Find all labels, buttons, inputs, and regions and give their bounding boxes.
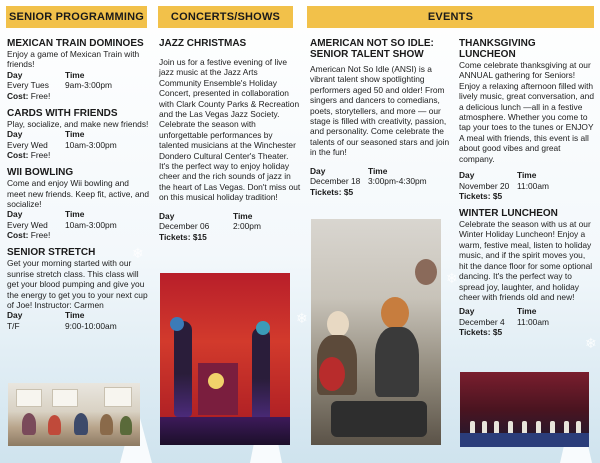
jazz-dance-photo [160,273,290,445]
program-description: Enjoy a game of Mexican Train with friends! [7,49,140,70]
time-value: 9:00-10:00am [65,320,117,331]
day-value: December 18 [310,176,361,187]
header-events: EVENTS [307,6,594,28]
snowflake-icon: ❄ [446,270,458,286]
senior-programming-column [7,38,149,337]
day-label: Day [459,306,475,317]
day-label: Day [310,165,326,176]
cost-label: Cost: [7,150,29,161]
schedule-grid [7,310,149,331]
day-value: Every Wed [7,219,48,230]
concert-description: Join us for a festive evening of live jazz music at the Jazz Arts Community Ensemble's Holiday Concert, presented in collaboration with Clark County Parks & Recreation and the Las Vegas Jazz Society. Celebrate the season with unforgettable performances by talented musicians at the Winchester Dondero Cultural Center's Theater. It's the perfect way to enjoy holiday cheer and the rich sounds of jazz in the heart of Las Vegas. Don't miss out on this musical holiday tradition! [159,57,301,203]
program-senior-stretch [7,247,149,331]
schedule-grid [459,170,594,191]
time-value: 10am-3:00pm [65,219,117,230]
program-wii-bowling [7,167,149,241]
tickets-label: Tickets: [459,191,491,202]
day-label: Day [159,210,175,221]
tickets-value: $5 [492,191,503,202]
day-label: Day [459,170,475,181]
program-description: Get your morning started with our sunrise stretch class. This class will get your blood pumping and give you the energy to get you to your next cup of Joe! Instructor: Carmen [7,258,148,311]
event-winter-luncheon [459,208,594,338]
schedule-grid [459,306,594,327]
day-label: Day [7,310,23,321]
time-value: 11:00am [517,316,549,327]
snowflake-icon: ❄ [296,310,308,326]
cost-label: Cost: [7,90,29,101]
program-title: SENIOR STRETCH [7,247,96,259]
event-title: THANKSGIVING LUNCHEON [459,38,536,60]
day-value: December 06 [159,221,210,232]
program-title: WII BOWLING [7,167,74,179]
time-label: Time [65,129,85,140]
tickets-line [159,232,301,243]
time-value: 2:00pm [233,221,261,232]
cost-value: Free! [30,150,51,161]
event-title: WINTER LUNCHEON [459,208,558,220]
concert-title: JAZZ CHRISTMAS [159,38,247,49]
cost-line [7,230,149,241]
tickets-value: $5 [492,327,503,338]
tickets-line [310,187,450,198]
senior-stretch-photo [8,383,140,446]
program-description: Play, socialize, and make new friends! [7,118,149,129]
event-description: American Not So Idle (ANSI) is a vibrant talent show spotlighting performers aged 50 and older! From singers and dancers to comedians, poets, storytellers, and more — our stage is filled with creativity, passion, and personality. Come celebrate the talents of our seasoned stars and join in the fun! [310,64,450,158]
day-value: November 20 [459,180,510,191]
schedule-grid [159,211,301,232]
cost-value: Free! [30,90,51,101]
concerts-column [159,38,301,243]
day-value: December 4 [459,316,505,327]
event-thanksgiving-luncheon [459,38,594,202]
time-value: 9am-3:00pm [65,80,113,91]
time-label: Time [65,310,85,321]
tickets-line [459,327,594,338]
snowflake-icon: ❄ [585,335,597,351]
snowflake-icon: ❄ [132,245,144,261]
talent-show-photo [311,219,441,445]
time-value: 3:00pm-4:30pm [368,176,427,187]
day-label: Day [7,129,23,140]
tickets-value: $15 [192,231,207,242]
schedule-grid [7,209,149,230]
time-label: Time [368,165,388,176]
event-description: Come celebrate thanksgiving at our ANNUAL gathering for Seniors! Enjoy a relaxing afternoon filled with lively music, great conversation, and a delicious lunch —all in a festive atmosphere. Whether you come to tap your toes to the tunes or ENJOY A meal with friends, this event is all about good vibes and great company. [459,60,594,164]
cost-label: Cost: [7,230,29,241]
cost-line [7,91,149,102]
program-cards-with-friends [7,108,149,161]
time-label: Time [517,170,537,181]
time-value: 11:00am [517,180,549,191]
tickets-label: Tickets: [459,327,491,338]
tickets-label: Tickets: [310,186,342,197]
time-label: Time [65,209,85,220]
time-value: 10am-3:00pm [65,139,117,150]
program-title: CARDS WITH FRIENDS [7,107,118,119]
schedule-grid [310,166,450,187]
cost-line [7,150,149,161]
day-label: Day [7,209,23,220]
header-senior-programming: SENIOR PROGRAMMING [6,6,147,28]
schedule-grid [7,129,149,150]
time-label: Time [517,306,537,317]
day-value: T/F [7,320,20,331]
day-value: Every Tues [7,80,49,91]
winter-luncheon-band-photo [460,372,589,447]
day-label: Day [7,69,23,80]
cost-value: Free! [30,230,51,241]
tickets-label: Tickets: [159,231,191,242]
time-label: Time [65,69,85,80]
event-talent-show [310,38,450,198]
event-title: AMERICAN NOT SO IDLE: SENIOR TALENT SHOW [310,38,434,60]
tickets-line [459,191,594,202]
events-column-right [459,38,594,344]
day-value: Every Wed [7,139,48,150]
program-title: MEXICAN TRAIN DOMINOES [7,38,144,49]
program-mexican-train [7,38,149,102]
schedule-grid [7,70,149,91]
tickets-value: $5 [343,186,354,197]
program-description: Come and enjoy Wii bowling and meet new friends. Keep fit, active, and socialize! [7,178,149,210]
time-label: Time [233,210,253,221]
header-concerts-shows: CONCERTS/SHOWS [158,6,293,28]
event-description: Celebrate the season with us at our Winter Holiday Luncheon! Enjoy a warm, festive meal, listen to holiday music, and if the spirit moves you, hit the dance floor for some optional dancing. It's the perfect way to spread joy, laughter, and holiday cheer with friends old and new! [459,219,593,302]
